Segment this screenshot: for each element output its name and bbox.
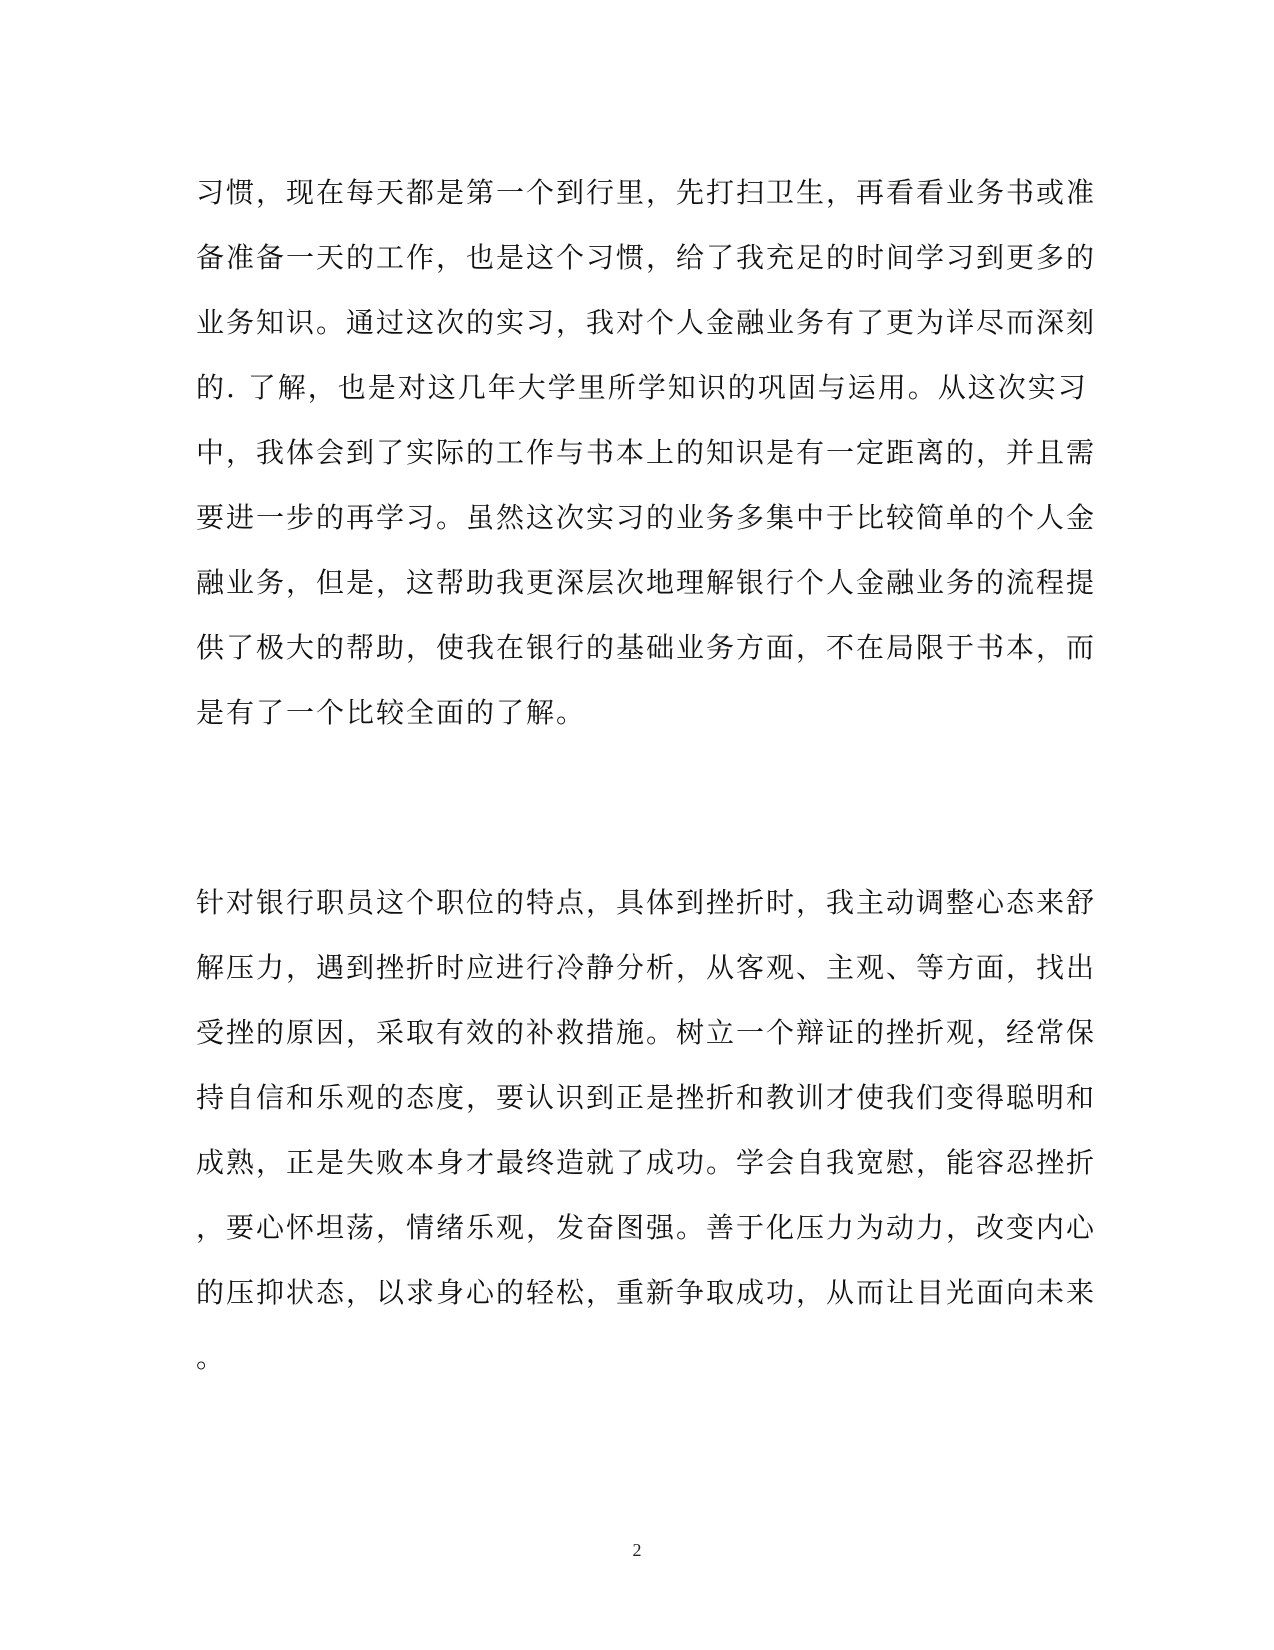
text-line: 融业务，但是，这帮助我更深层次地理解银行个人金融业务的流程提 xyxy=(196,566,1097,599)
text-line: 习惯，现在每天都是第一个到行里，先打扫卫生，再看看业务书或准 xyxy=(196,176,1097,209)
text-line: 成熟，正是失败本身才最终造就了成功。学会自我宽慰，能容忍挫折 xyxy=(196,1146,1097,1179)
text-line: 备准备一天的工作，也是这个习惯，给了我充足的时间学习到更多的 xyxy=(196,241,1097,274)
text-line: 的. 了解，也是对这几年大学里所学知识的巩固与运用。从这次实习 xyxy=(196,371,1088,404)
text-line: 要进一步的再学习。虽然这次实习的业务多集中于比较简单的个人金 xyxy=(196,501,1097,534)
text-line: 中，我体会到了实际的工作与书本上的知识是有一定距离的，并且需 xyxy=(196,436,1097,469)
paragraph-internship-summary xyxy=(196,160,1096,745)
text-line: 业务知识。通过这次的实习，我对个人金融业务有了更为详尽而深刻 xyxy=(196,306,1097,339)
text-line: 受挫的原因，采取有效的补救措施。树立一个辩证的挫折观，经常保 xyxy=(196,1016,1097,1049)
text-line: 是有了一个比较全面的了解。 xyxy=(196,696,587,729)
text-line: ，要心怀坦荡，情绪乐观，发奋图强。善于化压力为动力，改变内心 xyxy=(196,1211,1097,1244)
paragraph-handling-setbacks xyxy=(196,870,1096,1390)
text-line: 的压抑状态，以求身心的轻松，重新争取成功，从而让目光面向未来 xyxy=(196,1276,1097,1309)
text-line: 解压力，遇到挫折时应进行冷静分析，从客观、主观、等方面，找出 xyxy=(196,951,1097,984)
text-line: 针对银行职员这个职位的特点，具体到挫折时，我主动调整心态来舒 xyxy=(196,886,1097,919)
page-number: 2 xyxy=(632,1540,642,1560)
text-line: 持自信和乐观的态度，要认识到正是挫折和教训才使我们变得聪明和 xyxy=(196,1081,1097,1114)
text-line: 供了极大的帮助，使我在银行的基础业务方面，不在局限于书本，而 xyxy=(196,631,1097,664)
text-line: 。 xyxy=(196,1341,227,1374)
